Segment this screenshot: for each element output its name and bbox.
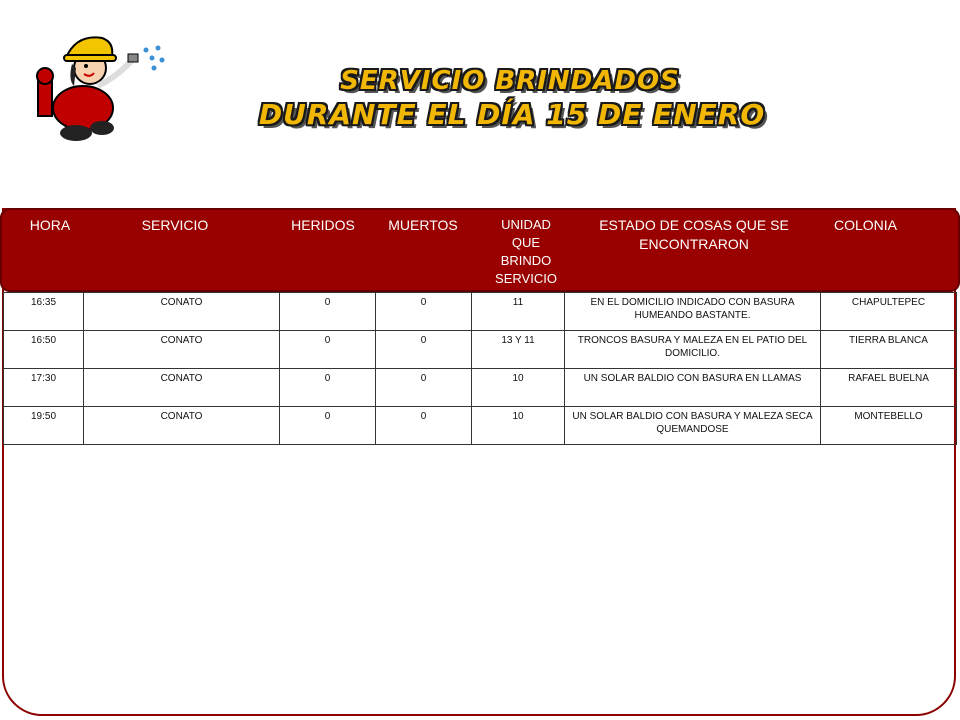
heridos-cell: 0 [280,293,376,331]
heridos-cell: 0 [280,369,376,407]
column-header-unidad: UNIDAD QUE BRINDO SERVICIO [495,217,557,286]
page-title: SERVICIO BRINDADOS [340,66,680,96]
estado-cell: EN EL DOMICILIO INDICADO CON BASURA HUMEANDO BASTANTE. [565,293,821,331]
muertos-cell: 0 [376,293,472,331]
services-table [3,292,957,445]
heridos-cell: 0 [280,331,376,369]
servicio-cell: CONATO [84,331,280,369]
servicio-cell: CONATO [84,293,280,331]
heridos-cell: 0 [280,407,376,445]
column-header-hora: HORA [29,217,71,233]
hora-cell: 17:30 [4,369,84,407]
estado-cell: TRONCOS BASURA Y MALEZA EN EL PATIO DEL DOMICILIO. [565,331,821,369]
table-row [4,331,957,369]
column-header-colonia: COLONIA [833,217,897,233]
unidad-cell: 10 [472,407,565,445]
colonia-cell: MONTEBELLO [821,407,957,445]
table-row [4,293,957,331]
column-header-muertos: MUERTOS [388,217,458,233]
estado-cell: UN SOLAR BALDIO CON BASURA EN LLAMAS [565,369,821,407]
unidad-cell: 10 [472,369,565,407]
table-row [4,369,957,407]
column-header-heridos: HERIDOS [291,217,355,233]
unidad-cell: 13 Y 11 [472,331,565,369]
table-header [0,208,960,292]
muertos-cell: 0 [376,331,472,369]
column-header-servicio: SERVICIO [141,217,209,233]
muertos-cell: 0 [376,407,472,445]
estado-cell: UN SOLAR BALDIO CON BASURA Y MALEZA SECA QUEMANDOSE [565,407,821,445]
hora-cell: 16:35 [4,293,84,331]
unidad-cell: 11 [472,293,565,331]
colonia-cell: CHAPULTEPEC [821,293,957,331]
muertos-cell: 0 [376,369,472,407]
servicio-cell: CONATO [84,407,280,445]
table-row [4,407,957,445]
column-header-estado: ESTADO DE COSAS QUE SE ENCONTRARON [599,217,789,252]
page-subtitle: DURANTE EL DÍA 15 DE ENERO [258,98,766,131]
colonia-cell: RAFAEL BUELNA [821,369,957,407]
hora-cell: 19:50 [4,407,84,445]
hora-cell: 16:50 [4,331,84,369]
servicio-cell: CONATO [84,369,280,407]
colonia-cell: TIERRA BLANCA [821,331,957,369]
